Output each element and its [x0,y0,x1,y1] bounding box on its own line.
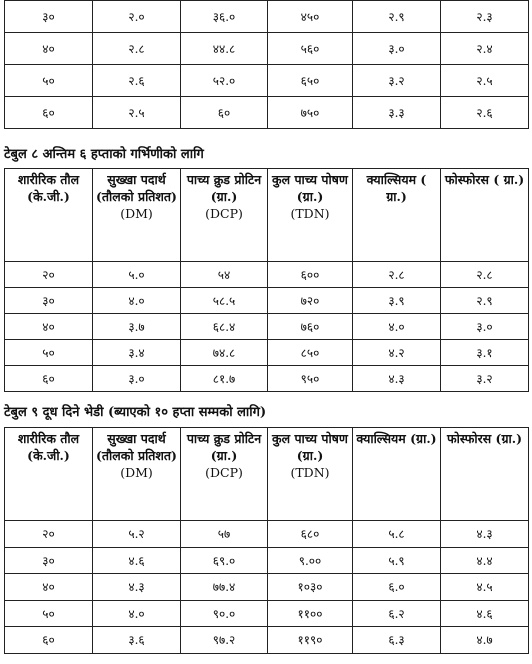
column-header [181,169,268,262]
column-header-abbrev: (DM) [120,206,153,221]
table-cell: ७४.८ [181,340,268,366]
table-cell: २.६ [93,65,181,97]
table-cell: ६९.० [181,547,268,574]
table-row [5,97,529,129]
table-cell: ६०० [268,262,353,288]
column-header-text: सुख्खा पदार्थ (तौलको प्रतिशत) [96,431,177,463]
table-cell: २० [5,521,93,548]
table-cell: ५० [5,340,93,366]
table8-header-row [5,169,529,262]
table-row [5,314,529,340]
table-cell: ४.३ [93,574,181,601]
table-cell: ३६.० [181,1,268,33]
table8-caption: टेबुल ८ अन्तिम ६ हप्ताको गर्भिणीको लागि [4,147,204,162]
column-header-text: सुख्खा पदार्थ (तौलको प्रतिशत) [96,172,177,204]
table-cell: ६० [5,627,93,654]
table-cell: ६.० [353,574,441,601]
table-cell: २.९ [353,1,441,33]
table-cell: ६८.४ [181,314,268,340]
table-cell: २० [5,262,93,288]
column-header-text: फोस्फोरस ( ग्रा.) [444,172,525,187]
table-cell: ४.२ [353,340,441,366]
table-cell: ४० [5,33,93,65]
table-row [5,547,529,574]
table-row [5,1,529,33]
table-cell: ७५० [268,97,353,129]
table9-body [5,521,529,654]
table-cell: ३० [5,288,93,314]
table-row [5,574,529,601]
table-cell: ३.४ [93,340,181,366]
table-cell: ६० [181,97,268,129]
column-header [181,428,268,521]
column-header [268,428,353,521]
column-header [5,169,93,262]
table-cell: ७२० [268,288,353,314]
column-header [441,428,529,521]
column-header-text: फोस्फोरस (ग्रा.) [447,431,522,446]
table-row [5,521,529,548]
table-cell: ८१.७ [181,366,268,392]
column-header-text: कुल पाच्य पोषण (ग्रा.) [272,431,348,463]
table-cell: ३.२ [353,65,441,97]
column-header-abbrev: (DCP) [205,465,243,480]
table-cell: ९७.२ [181,627,268,654]
table-cell: ३० [5,1,93,33]
table-cell: २.५ [441,65,529,97]
table-cell: ४.० [93,600,181,627]
table-cell: २.८ [93,33,181,65]
column-header-text: शारीरिक तौल (के.जी.) [17,172,80,204]
table-cell: ३.६ [93,627,181,654]
table-cell: ३.७ [93,314,181,340]
column-header [353,428,441,521]
table8 [4,168,529,392]
table-cell: ७७.४ [181,574,268,601]
table-cell: ३.० [441,314,529,340]
table-cell: ३.९ [353,288,441,314]
table-cell: ४.५ [441,574,529,601]
table-row [5,33,529,65]
column-header [268,169,353,262]
table-cell: ४.७ [441,627,529,654]
table-cell: ६५० [268,65,353,97]
table-row [5,600,529,627]
column-header-text: क्याल्सियम ( ग्रा.) [366,172,427,204]
table-cell: ३.१ [441,340,529,366]
column-header-text: शारीरिक तौल (के.जी.) [17,431,80,463]
table-cell: ९.०० [268,547,353,574]
column-header-abbrev: (TDN) [290,206,330,221]
table-cell: २.९ [441,288,529,314]
table-cell: ४० [5,314,93,340]
table-cell: २.८ [353,262,441,288]
table-cell: २.३ [441,1,529,33]
table-cell: ११०० [268,600,353,627]
table-cell: ५.८ [353,521,441,548]
table-cell: ३.० [93,366,181,392]
table-cell: ३.० [353,33,441,65]
table-cell: ८५० [268,340,353,366]
table-cell: ५६० [268,33,353,65]
table9 [4,427,529,654]
table-cell: ४.३ [441,521,529,548]
table-cell: ५.२ [93,521,181,548]
table-cell: ३.३ [353,97,441,129]
table-row [5,627,529,654]
table-cell: ३० [5,547,93,574]
table-cell: ७६० [268,314,353,340]
table-cell: २.८ [441,262,529,288]
column-header [93,169,181,262]
table-cell: ५.९ [353,547,441,574]
table-cell: २.५ [93,97,181,129]
table-cell: २.० [93,1,181,33]
table-row [5,262,529,288]
table-cell: ६.२ [353,600,441,627]
column-header-abbrev: (DM) [120,465,153,480]
table-row [5,65,529,97]
table-cell: २.६ [441,97,529,129]
table-cell: ५७ [181,521,268,548]
table-row [5,288,529,314]
table-cell: १०३० [268,574,353,601]
table-cell: ५४ [181,262,268,288]
table-cell: ४.० [353,314,441,340]
table-continued-body [5,1,529,129]
column-header [353,169,441,262]
table-cell: ३.२ [441,366,529,392]
table-row [5,366,529,392]
table-cell: ६० [5,97,93,129]
table8-body [5,262,529,392]
table9-header-row [5,428,529,521]
table-cell: ६० [5,366,93,392]
table-cell: ११९० [268,627,353,654]
table-cell: ९०.० [181,600,268,627]
table-cell: ४४.८ [181,33,268,65]
table-cell: ४.० [93,288,181,314]
table-cell: ६.३ [353,627,441,654]
table-cell: ४.६ [93,547,181,574]
column-header-text: कुल पाच्य पोषण (ग्रा.) [272,172,348,204]
column-header-text: क्याल्सियम (ग्रा.) [356,431,437,446]
column-header [441,169,529,262]
table-cell: ५२.० [181,65,268,97]
table-cell: ५० [5,600,93,627]
table-cell: ४५० [268,1,353,33]
table-cell: ४.६ [441,600,529,627]
table-cell: ४० [5,574,93,601]
table-cell: ६८० [268,521,353,548]
table9-caption: टेबुल ९ दूध दिने भेडी (ब्याएको १० हप्ता सम्मको लागि) [4,405,267,420]
table-cell: ५८.५ [181,288,268,314]
column-header-abbrev: (TDN) [290,465,330,480]
column-header-text: पाच्य क्रुड प्रोटिन (ग्रा.) [186,172,262,204]
table-cell: ४.४ [441,547,529,574]
table-cell: ५० [5,65,93,97]
table-row [5,340,529,366]
table-cell: ९५० [268,366,353,392]
column-header [5,428,93,521]
table-cell: ४.३ [353,366,441,392]
column-header-text: पाच्य क्रुड प्रोटिन (ग्रा.) [186,431,262,463]
table-cell: २.४ [441,33,529,65]
column-header-abbrev: (DCP) [205,206,243,221]
table-cell: ५.० [93,262,181,288]
column-header [93,428,181,521]
table-continued [4,0,529,129]
